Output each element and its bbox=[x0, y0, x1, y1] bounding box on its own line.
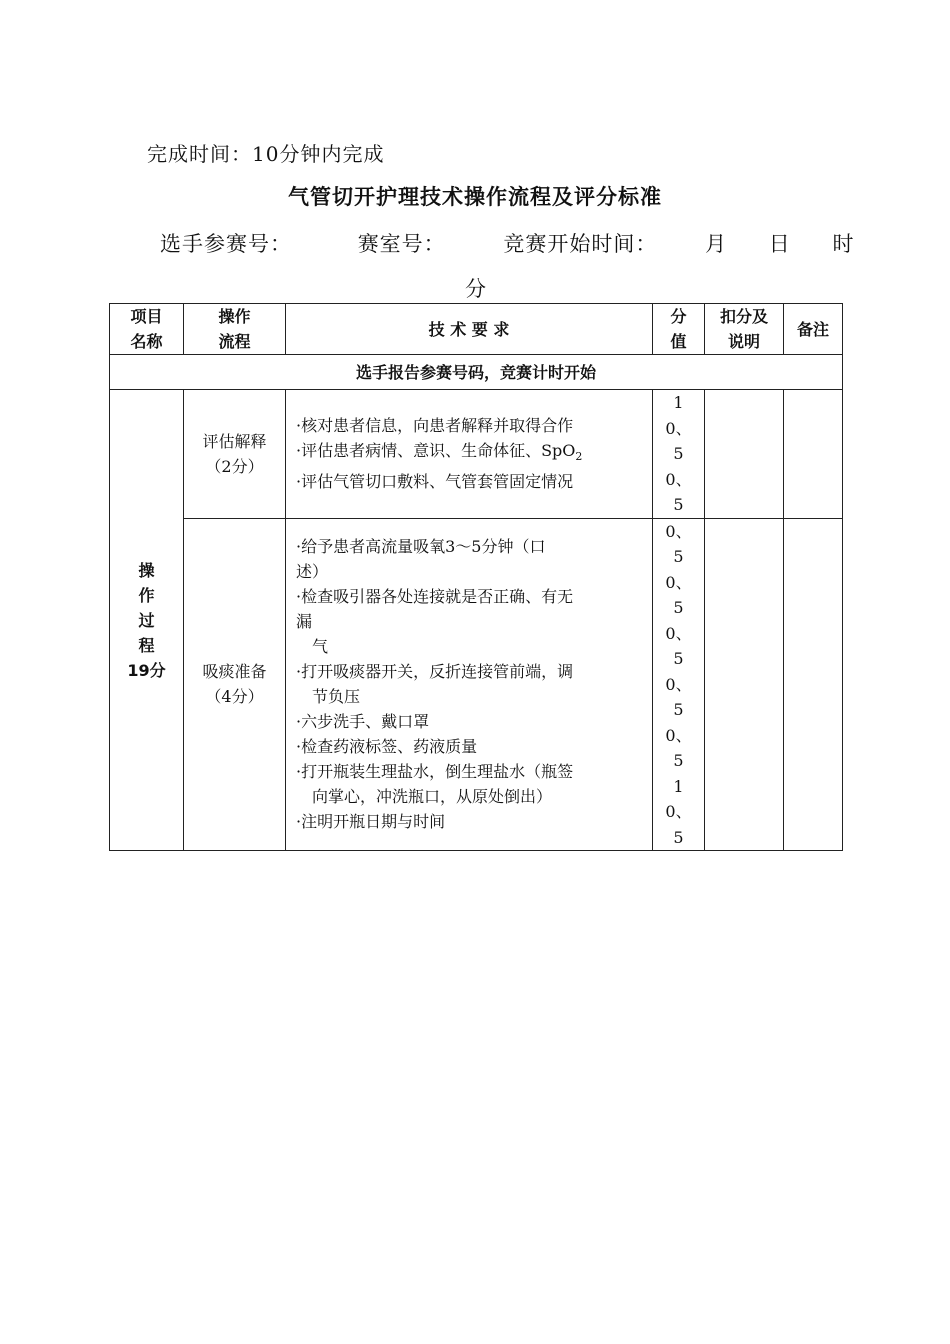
remark-cell bbox=[784, 518, 843, 851]
room-number-label: 赛室号： bbox=[357, 232, 446, 256]
header-requirement: 技 术 要 求 bbox=[286, 304, 653, 355]
completion-time: 完成时间：10分钟内完成 bbox=[147, 142, 385, 166]
player-number-label: 选手参赛号： bbox=[160, 232, 292, 256]
start-banner: 选手报告参赛号码，竞赛计时开始 bbox=[110, 355, 843, 390]
header-remark: 备注 bbox=[784, 304, 843, 355]
table-row bbox=[110, 390, 843, 519]
step-cell: 吸痰准备 （4分） bbox=[184, 518, 286, 851]
minute-label: 分 bbox=[465, 277, 486, 301]
table-header-row bbox=[110, 304, 843, 355]
page-title: 气管切开护理技术操作流程及评分标准 bbox=[288, 185, 662, 209]
score-cell: 1 0、 5 0、 5 bbox=[653, 390, 705, 519]
month-label: 月 bbox=[705, 232, 728, 256]
scoring-table bbox=[109, 303, 843, 851]
deduction-cell bbox=[705, 518, 784, 851]
step-cell: 评估解释 （2分） bbox=[184, 390, 286, 519]
start-time-label: 竞赛开始时间： bbox=[503, 232, 658, 256]
section-name-cell: 操 作 过 程 19分 bbox=[110, 390, 184, 851]
hour-label: 时 bbox=[832, 232, 855, 256]
contest-info bbox=[160, 228, 854, 258]
requirement-cell: ·给予患者高流量吸氧3～5分钟（口 述） ·检查吸引器各处连接就是否正确、有无 漏 气 ·打开吸痰器开关，反折连接管前端，调 节负压 ·六步洗手、戴口罩 ·检查药液标签、药液质量 ·打开瓶装生理盐水，倒生理盐水（瓶签 向掌心，冲洗瓶口，从原处倒出） ·注明开瓶日期与时间 bbox=[286, 518, 653, 851]
start-banner-row bbox=[110, 355, 843, 390]
remark-cell bbox=[784, 390, 843, 519]
header-score: 分 值 bbox=[653, 304, 705, 355]
deduction-cell bbox=[705, 390, 784, 519]
table-row bbox=[110, 518, 843, 851]
header-project: 项目 名称 bbox=[110, 304, 184, 355]
day-label: 日 bbox=[768, 232, 791, 256]
header-process: 操作 流程 bbox=[184, 304, 286, 355]
requirement-cell: ·核对患者信息，向患者解释并取得合作 ·评估患者病情、意识、生命体征、SpO$_2$ ·评估气管切口敷料、气管套管固定情况 bbox=[286, 390, 653, 519]
score-cell: 0、 5 0、 5 0、 5 0、 5 0、 5 1 0、 5 bbox=[653, 518, 705, 851]
header-deduction: 扣分及 说明 bbox=[705, 304, 784, 355]
